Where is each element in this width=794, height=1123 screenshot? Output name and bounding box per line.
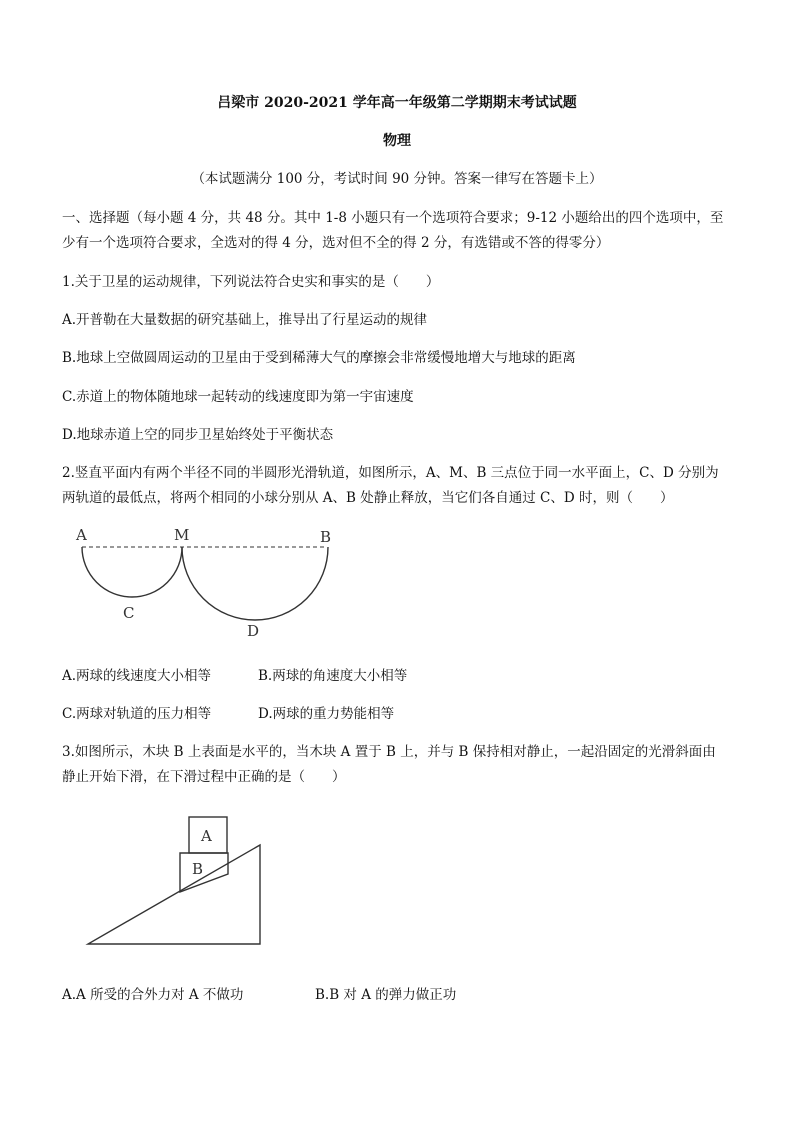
label-m: M — [174, 526, 190, 544]
incline-triangle — [88, 845, 260, 944]
q1-stem: 1.关于卫星的运动规律，下列说法符合史实和事实的是（ ） — [62, 274, 440, 290]
q3-incline-figure — [80, 810, 280, 950]
q3-option-b: B.B 对 A 的弹力做正功 — [315, 987, 457, 1003]
q2-stem-line2: 两轨道的最低点，将两个相同的小球分别从 A、B 处静止释放，当它们各自通过 C、D 时，则（ ） — [62, 490, 674, 506]
small-semicircle-track — [82, 547, 182, 597]
q3-stem-line2: 静止开始下滑，在下滑过程中正确的是（ ） — [62, 769, 346, 785]
exam-title: 吕梁市 2020-2021 学年高一年级第二学期期末考试试题 — [217, 95, 577, 111]
label-block-a: A — [201, 827, 212, 845]
section-instructions-line2: 少有一个选项符合要求，全选对的得 4 分，选对但不全的得 2 分，有选错或不答的得零分） — [62, 235, 610, 251]
q2-stem-line1: 2.竖直平面内有两个半径不同的半圆形光滑轨道，如图所示，A、M、B 三点位于同一水平面上，C、D 分别为 — [62, 465, 719, 481]
q2-option-d: D.两球的重力势能相等 — [258, 706, 395, 722]
q3-stem-line1: 3.如图所示，木块 B 上表面是水平的，当木块 A 置于 B 上，并与 B 保持相对静止，一起沿固定的光滑斜面由 — [62, 744, 716, 760]
q2-option-a: A.两球的线速度大小相等 — [62, 668, 212, 684]
q3-option-a: A.A 所受的合外力对 A 不做功 — [62, 987, 244, 1003]
label-a: A — [76, 526, 87, 544]
subject-title: 物理 — [383, 133, 411, 149]
q1-option-b: B.地球上空做圆周运动的卫星由于受到稀薄大气的摩擦会非常缓慢地增大与地球的距离 — [62, 350, 576, 366]
exam-note: （本试题满分 100 分，考试时间 90 分钟。答案一律写在答题卡上） — [191, 171, 603, 187]
label-d: D — [247, 622, 260, 640]
section-instructions-line1: 一、选择题（每小题 4 分，共 48 分。其中 1-8 小题只有一个选项符合要求；9-12 小题给出的四个选项中，至 — [62, 210, 724, 226]
large-semicircle-track — [182, 547, 328, 620]
label-block-b: B — [192, 860, 204, 878]
q1-option-a: A.开普勒在大量数据的研究基础上，推导出了行星运动的规律 — [62, 312, 428, 328]
q1-option-d: D.地球赤道上空的同步卫星始终处于平衡状态 — [62, 427, 334, 443]
q2-track-figure — [60, 520, 350, 645]
q2-option-c: C.两球对轨道的压力相等 — [62, 706, 212, 722]
label-c: C — [123, 604, 135, 622]
q2-option-b: B.两球的角速度大小相等 — [258, 668, 408, 684]
q1-option-c: C.赤道上的物体随地球一起转动的线速度即为第一宇宙速度 — [62, 389, 414, 405]
label-b: B — [320, 528, 332, 546]
